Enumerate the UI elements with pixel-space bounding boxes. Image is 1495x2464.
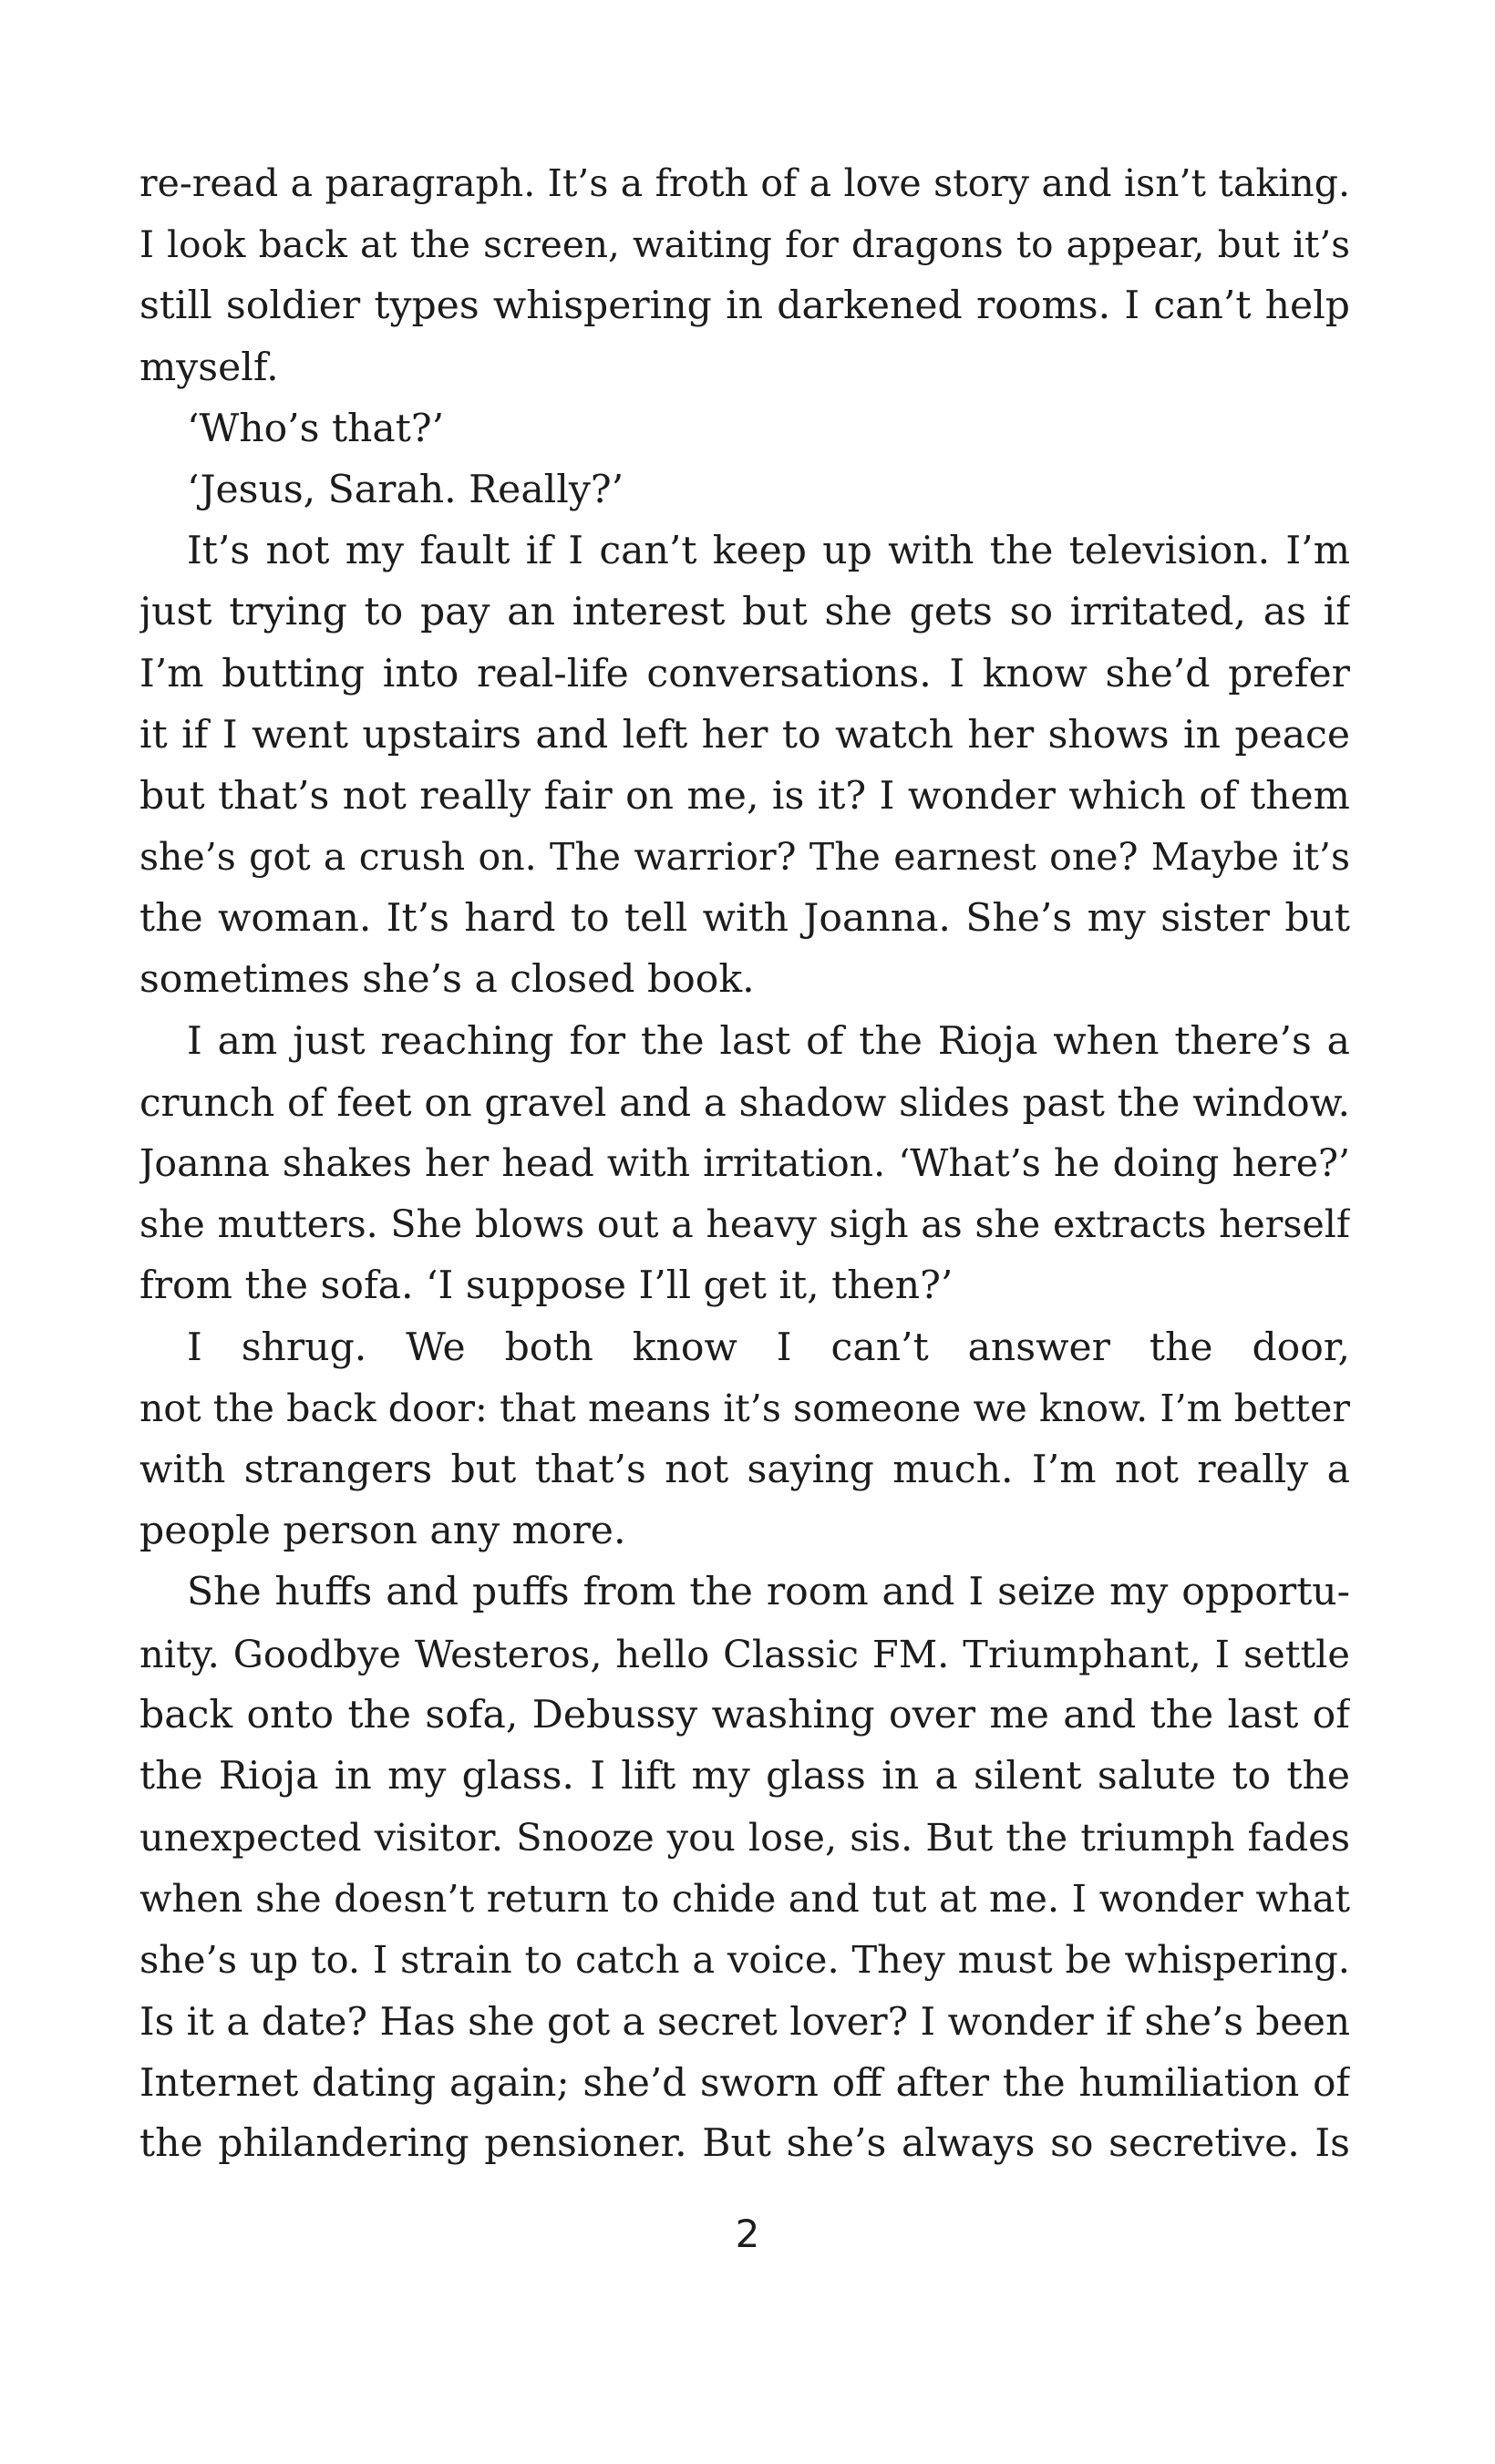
text-line: she’s got a crush on. The warrior? The earnest one? Maybe it’s [139, 835, 1350, 880]
text-line: she mutters. She blows out a heavy sigh as she extracts herself [139, 1202, 1350, 1247]
text-line: crunch of feet on gravel and a shadow slides past the window. [139, 1079, 1350, 1125]
text-line: she’s up to. I strain to catch a voice. They must be whispering. [139, 1937, 1350, 1983]
page-number: 2 [735, 2211, 760, 2256]
text-line: with strangers but that’s not saying much. I’m not really a [139, 1447, 1350, 1492]
text-line: not the back door: that means it’s someone we know. I’m better [139, 1386, 1350, 1430]
text-line: ‘Who’s that?’ [187, 406, 445, 451]
text-line: It’s not my fault if I can’t keep up with the television. I’m [187, 529, 1350, 574]
text-line: I shrug. We both know I can’t answer the door, [187, 1325, 1350, 1370]
text-line: when she doesn’t return to chide and tut at me. I wonder what [139, 1876, 1350, 1922]
text-line: from the sofa. ‘I suppose I’ll get it, then?’ [139, 1263, 954, 1309]
text-line: ‘Jesus, Sarah. Really?’ [187, 467, 624, 512]
text-line: the woman. It’s hard to tell with Joanna. She’s my sister but [139, 896, 1350, 942]
text-line: Is it a date? Has she got a secret lover? I wonder if she’s been [139, 1998, 1350, 2044]
text-line: I am just reaching for the last of the Rioja when there’s a [187, 1018, 1350, 1064]
text-line: myself. [139, 345, 279, 390]
text-line: back onto the sofa, Debussy washing over me and the last of [139, 1692, 1350, 1737]
text-line: it if I went upstairs and left her to watch her shows in peace [139, 712, 1350, 758]
text-line: I look back at the screen, waiting for dragons to appear, but it’s [139, 222, 1350, 267]
text-line: but that’s not really fair on me, is it? I wonder which of them [139, 773, 1350, 819]
text-line: sometimes she’s a closed book. [139, 957, 755, 1003]
text-line: unexpected visitor. Snooze you lose, sis. But the triumph fades [139, 1815, 1350, 1861]
text-line: Internet dating again; she’d sworn off after the humiliation of [139, 2059, 1350, 2105]
text-line: the philandering pensioner. But she’s always so secretive. Is [139, 2121, 1350, 2166]
text-line: still soldier types whispering in darkened rooms. I can’t help [139, 284, 1350, 329]
text-line: re-read a paragraph. It’s a froth of a love story and isn’t taking. [139, 161, 1350, 205]
text-line: the Rioja in my glass. I lift my glass in a silent salute to the [139, 1753, 1350, 1799]
text-line: Joanna shakes her head with irritation. ‘What’s he doing here?’ [139, 1141, 1350, 1185]
text-line: nity. Goodbye Westeros, hello Classic FM. Triumphant, I settle [139, 1631, 1350, 1676]
text-line: just trying to pay an interest but she gets so irritated, as if [139, 590, 1350, 635]
text-line: She huffs and puffs from the room and I seize my opportu- [187, 1570, 1350, 1615]
text-line: I’m butting into real-life conversations. I know she’d prefer [139, 651, 1350, 696]
text-line: people person any more. [139, 1509, 626, 1554]
body-text [139, 153, 1350, 2174]
